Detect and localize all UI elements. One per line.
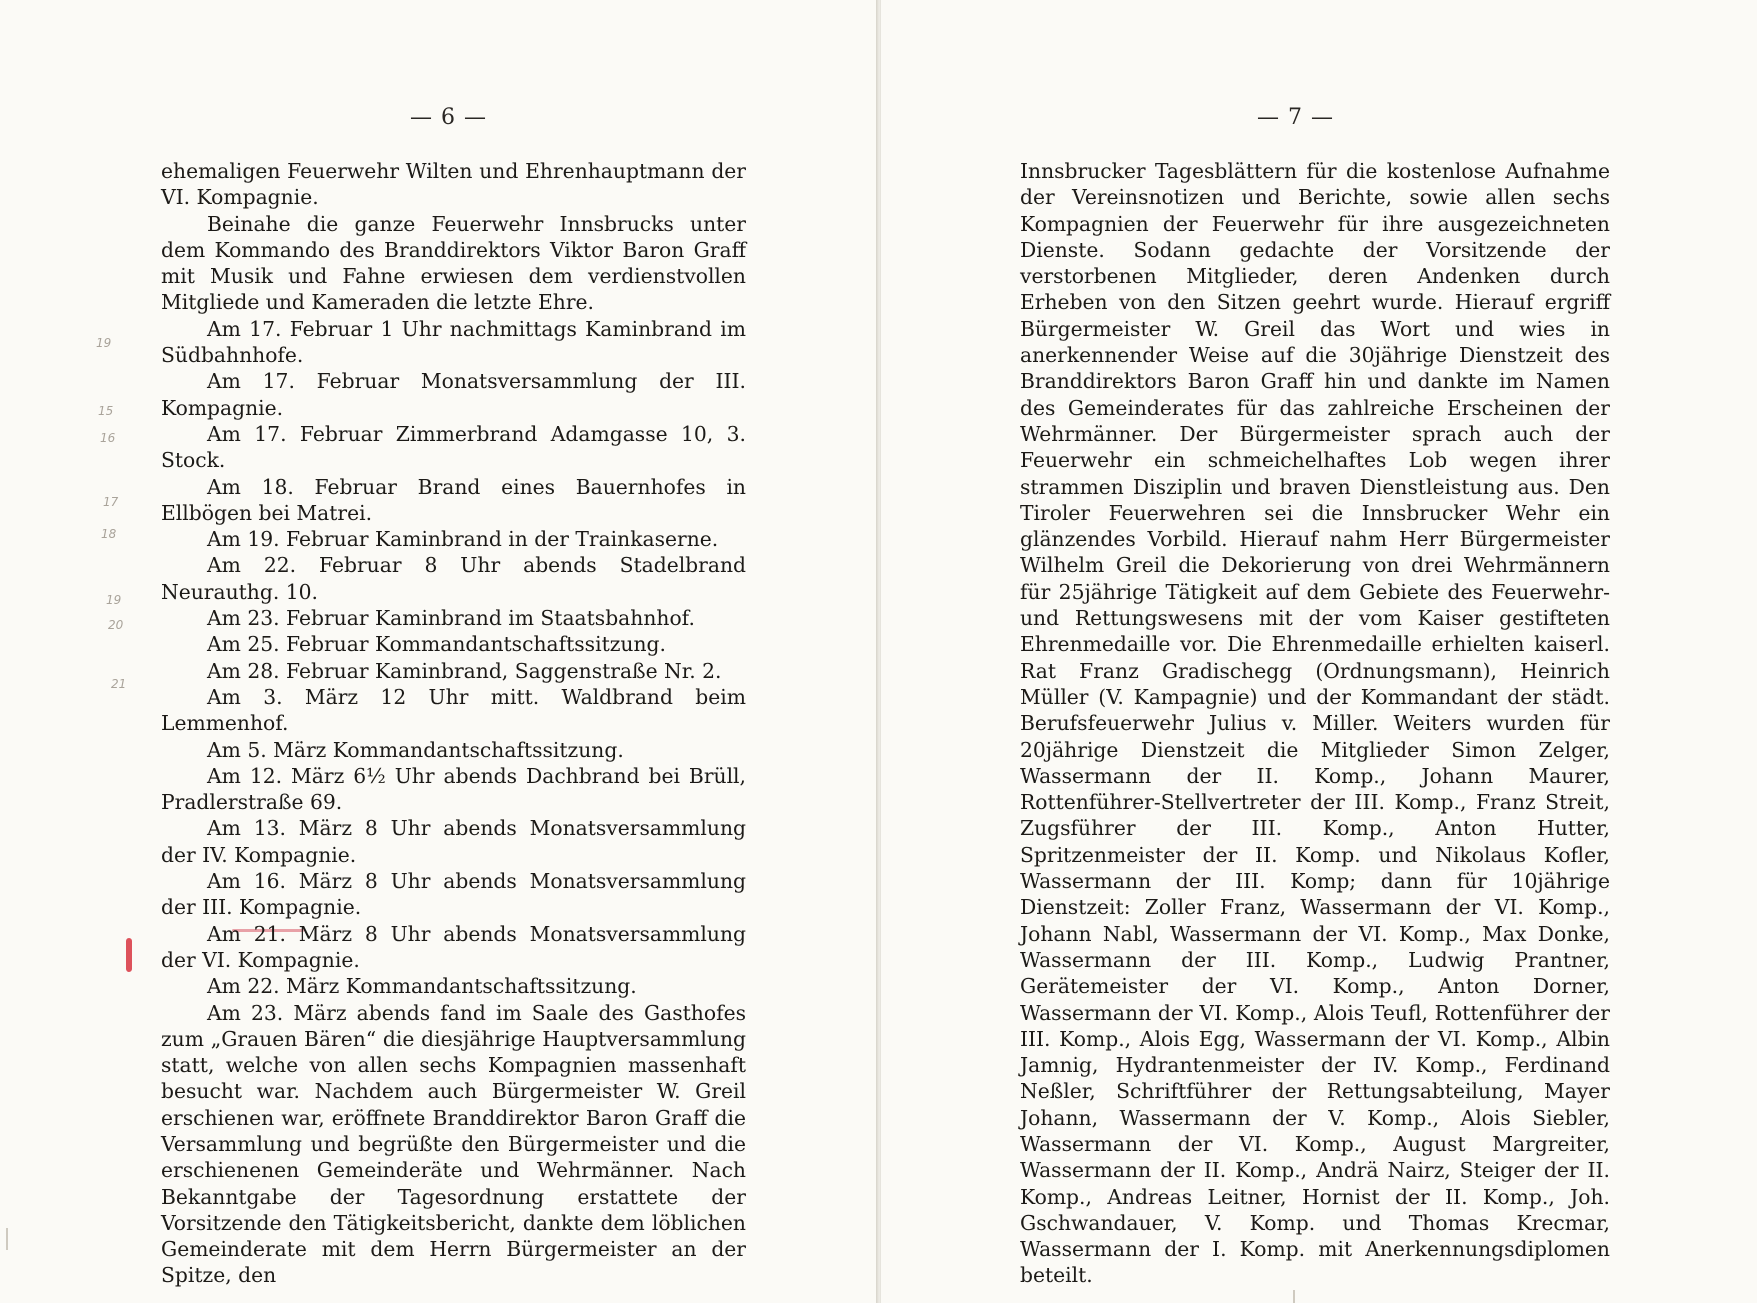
paragraph: Beinahe die ganze Feuerwehr Innsbrucks unter dem Kommando des Branddirektors Viktor Baron Graff mit Musik und Fahne erwiesen dem verdienstvollen Mitgliede und Kameraden die letzte Ehre.: [161, 211, 746, 315]
margin-note: 20: [108, 618, 124, 632]
chronicle-entry: Am 23. März abends fand im Saale des Gasthofes zum „Grauen Bären“ die diesjährige Hauptversammlung statt, welche von allen sechs Kompagnien massenhaft besucht war. Nachdem auch Bürgermeister W. Greil erschienen war, eröffnete Branddirektor Baron Graff die Versammlung und begrüßte den Bürgermeister und die erschienenen Gemeinderäte und Wehrmänner. Nach Bekanntgabe der Tagesordnung erstattete der Vorsitzende den Tätigkeitsbericht, dankte dem löblichen Gemeinderate mit dem Herrn Bürgermeister an der Spitze, den: [161, 1000, 746, 1288]
paragraph: Innsbrucker Tagesblättern für die kostenlose Aufnahme der Vereinsnotizen und Berichte, sowie allen sechs Kompagnien der Feuerwehr für ihre ausgezeichneten Dienste. Sodann gedachte der Vorsitzende der verstorbenen Mitglieder, deren Andenken durch Erheben von den Sitzen geehrt wurde. Hierauf ergriff Bürgermeister W. Greil das Wort und wies in anerkennender Weise auf die 30jährige Dienstzeit des Branddirektors Baron Graff hin und dankte im Namen des Gemeinderates für das zahlreiche Erscheinen der Wehrmänner. Der Bürgermeister sprach auch der Feuerwehr ein schmeichelhaftes Lob wegen ihrer strammen Disziplin und braven Dienstleistung aus. Den Tiroler Feuerwehren sei die Innsbrucker Wehr ein glänzendes Vorbild. Hierauf nahm Herr Bürgermeister Wilhelm Greil die Dekorierung von drei Wehrmännern für 25jährige Tätigkeit auf dem Gebiete des Feuerwehr- und Rettungswesens mit der vom Kaiser gestifteten Ehrenmedaille vor. Die Ehrenmedaille erhielten kaiserl. Rat Franz Gradischegg (Ordnungsmann), Heinrich Müller (V. Kampagnie) und der Kommandant der städt. Berufsfeuerwehr Julius v. Miller. Weiters wurden für 20jährige Dienstzeit die Mitglieder Simon Zelger, Wassermann der II. Komp., Johann Maurer, Rottenführer-Stellvertreter der III. Komp., Franz Streit, Zugsführer der III. Komp., Anton Hutter, Spritzenmeister der II. Komp. und Nikolaus Kofler, Wassermann der III. Komp; dann für 10jährige Dienstzeit: Zoller Franz, Wassermann der VI. Komp., Johann Nabl, Wassermann der VI. Komp., Max Donke, Wassermann der III. Komp., Ludwig Prantner, Gerätemeister der VI. Komp., Anton Dorner, Wassermann der VI. Komp., Alois Teufl, Rottenführer der III. Komp., Alois Egg, Wassermann der VI. Komp., Albin Jamnig, Hydrantenmeister der IV. Komp., Ferdinand Neßler, Schriftführer der Rettungsabteilung, Mayer Johann, Wassermann der V. Komp., Alois Siebler, Wassermann der VI. Komp., August Margreiter, Wassermann der II. Komp., Andrä Nairz, Steiger der II. Komp., Andreas Leitner, Hornist der II. Komp., Joh. Gschwandauer, V. Komp. und Thomas Krecmar, Wassermann der I. Komp. mit Anerkennungsdiplomen beteilt.: [1020, 159, 1610, 1288]
chronicle-entry: Am 17. Februar Monatsversammlung der III. Kompagnie.: [161, 369, 746, 420]
margin-note: 17: [103, 495, 119, 509]
scan-edge-mark: [1293, 1290, 1295, 1303]
margin-note: 21: [111, 677, 127, 691]
chronicle-entry: Am 22. Februar 8 Uhr abends Stadelbrand Neurauthg. 10.: [161, 553, 746, 604]
chronicle-entry: Am 12. März 6½ Uhr abends Dachbrand bei Brüll, Pradlerstraße 69.: [161, 763, 746, 815]
chronicle-entry: Am 17. Februar Zimmerbrand Adamgasse 10, 3. Stock.: [161, 421, 746, 473]
chronicle-entry: Am 13. März 8 Uhr abends Monatsversammlung der IV. Kompagnie.: [161, 816, 746, 867]
chronicle-entry: Am 16. März 8 Uhr abends Monatsversammlung der III. Kompagnie.: [161, 869, 746, 920]
chronicle-entry: Am 19. Februar Kaminbrand in der Trainkaserne.: [207, 527, 719, 552]
left-page-text: [161, 158, 746, 1289]
chronicle-entry: Am 23. Februar Kaminbrand im Staatsbahnhof.: [207, 606, 695, 631]
chronicle-entry: Am 22. März Kommandantschaftssitzung.: [207, 974, 637, 999]
margin-note: 19: [96, 336, 112, 350]
red-ink-mark: [126, 938, 132, 972]
chronicle-entry: Am 18. Februar Brand eines Bauernhofes in Ellbögen bei Matrei.: [161, 474, 746, 525]
left-page: [0, 0, 878, 1303]
margin-note: 18: [101, 527, 117, 541]
chronicle-entry: Am 28. Februar Kaminbrand, Saggenstraße Nr. 2.: [207, 658, 722, 683]
scan-edge-mark: [6, 1228, 8, 1250]
page-number-right: — 7 —: [1257, 105, 1334, 130]
margin-note: 15: [98, 404, 114, 418]
chronicle-entry: Am 25. Februar Kommandantschaftssitzung.: [207, 632, 666, 657]
page-number-left: — 6 —: [410, 105, 487, 130]
chronicle-entry: Am 3. März 12 Uhr mitt. Waldbrand beim Lemmenhof.: [161, 684, 746, 736]
margin-note: 16: [100, 431, 116, 445]
chronicle-entry: Am 17. Februar 1 Uhr nachmittags Kaminbrand im Südbahnhofe.: [161, 316, 746, 368]
chronicle-entry: Am 5. März Kommandantschaftssitzung.: [207, 737, 624, 762]
paragraph: ehemaligen Feuerwehr Wilten und Ehrenhauptmann der VI. Kompagnie.: [161, 159, 746, 210]
chronicle-entry: Am 21. März 8 Uhr abends Monatsversammlung der VI. Kompagnie.: [161, 921, 746, 972]
right-page-text: [1020, 158, 1610, 1289]
right-page: [881, 0, 1757, 1303]
margin-note: 19: [106, 593, 122, 607]
